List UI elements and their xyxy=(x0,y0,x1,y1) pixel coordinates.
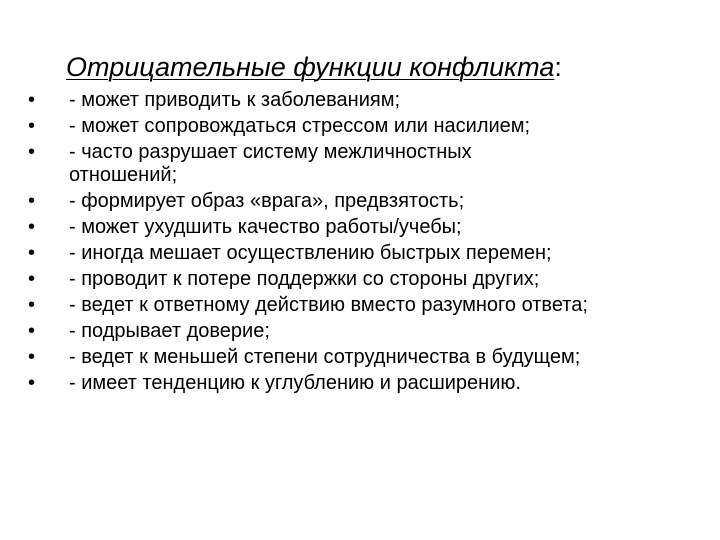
list-item xyxy=(28,141,708,187)
slide-title-colon: : xyxy=(554,52,562,82)
list-item xyxy=(28,320,708,343)
list-item-text: - имеет тенденцию к углублению и расширению. xyxy=(69,372,521,394)
list-item-text: - иногда мешает осуществлению быстрых перемен; xyxy=(69,242,552,264)
bullet-dot-icon: • xyxy=(28,89,36,111)
bullet-dot-icon: • xyxy=(28,346,36,368)
list-item xyxy=(28,346,708,369)
bullet-dot-icon: • xyxy=(28,190,36,212)
bullet-dot-icon: • xyxy=(28,242,36,264)
list-item-text: - может приводить к заболеваниям; xyxy=(69,89,401,111)
list-item xyxy=(28,216,708,239)
list-item xyxy=(28,115,708,138)
bullet-dot-icon: • xyxy=(28,320,36,342)
list-item-text: - ведет к ответному действию вместо разумного ответа; xyxy=(69,294,588,316)
bullet-list xyxy=(28,89,708,398)
bullet-dot-icon: • xyxy=(28,372,36,394)
list-item-text: - проводит к потере поддержки со стороны других; xyxy=(69,268,540,290)
list-item xyxy=(28,190,708,213)
list-item-text: - может ухудшить качество работы/учебы; xyxy=(69,216,462,238)
slide-title xyxy=(66,50,562,84)
bullet-dot-icon: • xyxy=(28,115,36,137)
bullet-dot-icon: • xyxy=(28,294,36,316)
list-item-text: - может сопровождаться стрессом или насилием; xyxy=(69,115,531,137)
bullet-dot-icon: • xyxy=(28,268,36,290)
bullet-dot-icon: • xyxy=(28,216,36,238)
list-item xyxy=(28,89,708,112)
list-item xyxy=(28,242,708,265)
list-item-text: - формирует образ «врага», предвзятость; xyxy=(69,190,465,212)
list-item xyxy=(28,294,708,317)
list-item xyxy=(28,372,708,395)
list-item-text: - подрывает доверие; xyxy=(69,320,270,342)
list-item-text: - часто разрушает систему межличностных отношений; xyxy=(69,141,472,186)
list-item xyxy=(28,268,708,291)
list-item-text: - ведет к меньшей степени сотрудничества в будущем; xyxy=(69,346,581,368)
bullet-dot-icon: • xyxy=(28,141,36,163)
slide-title-text: Отрицательные функции конфликта xyxy=(66,52,555,82)
